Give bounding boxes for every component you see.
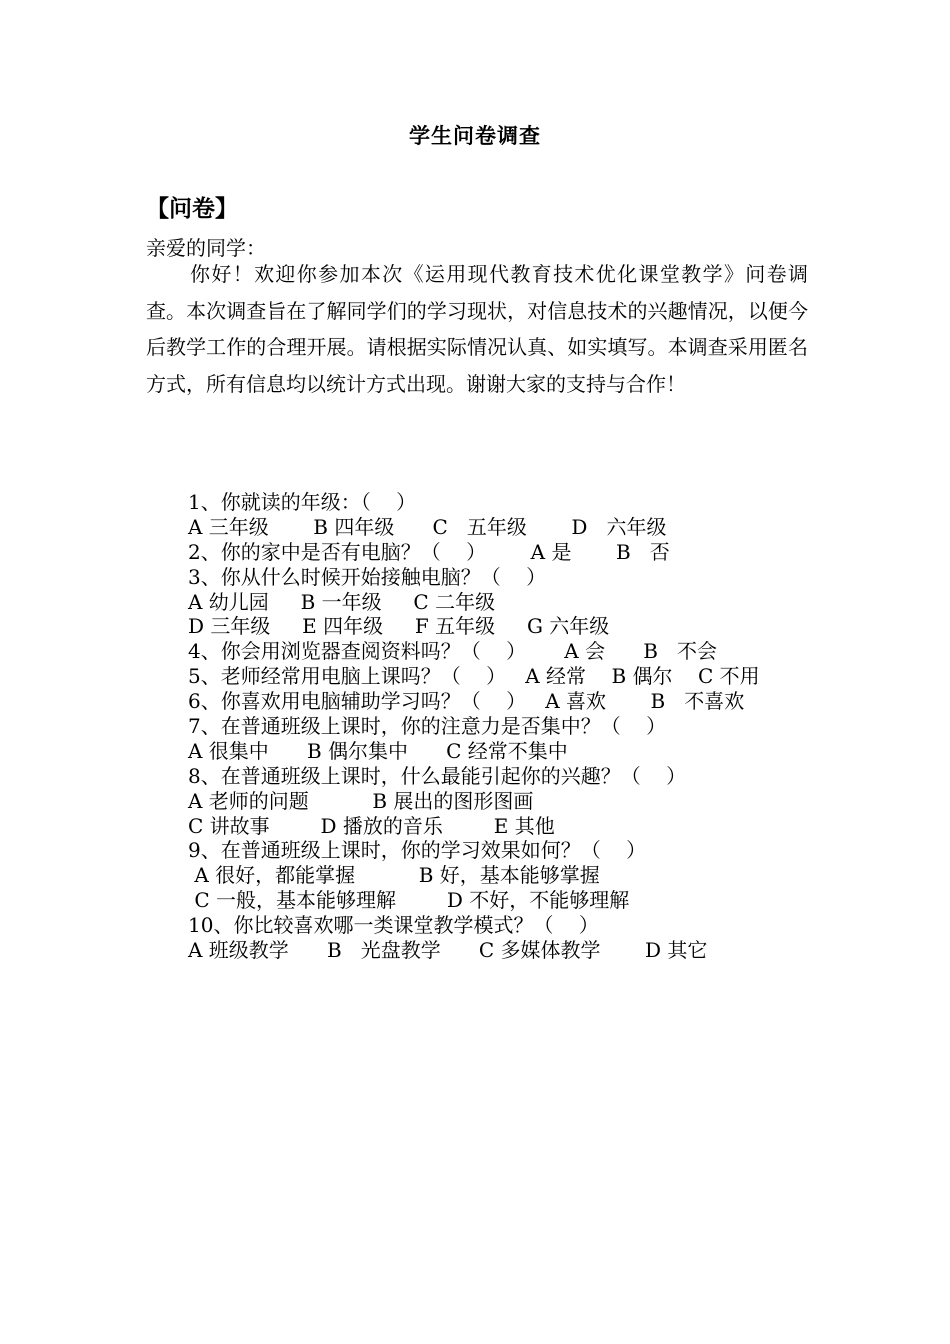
question-line: 8、在普通班级上课时，什么最能引起你的兴趣？（ ） xyxy=(188,763,687,788)
question-line: 2、你的家中是否有电脑？（ ） A 是 B 否 xyxy=(188,539,670,564)
option-line: A 班级教学 B 光盘教学 C 多媒体教学 D 其它 xyxy=(188,938,708,963)
option-line: A 幼儿园 B 一年级 C 二年级 xyxy=(188,589,496,614)
question-line: 5、老师经常用电脑上课吗？（ ） A 经常 B 偶尔 C 不用 xyxy=(188,664,760,689)
option-line: C 一般，基本能够理解 D 不好，不能够理解 xyxy=(188,888,630,913)
option-line: D 三年级 E 四年级 F 五年级 G 六年级 xyxy=(188,614,610,639)
option-line: A 三年级 B 四年级 C 五年级 D 六年级 xyxy=(188,514,667,539)
option-line: A 老师的问题 B 展出的图形图画 xyxy=(188,788,534,813)
question-line: 6、你喜欢用电脑辅助学习吗？（ ） A 喜欢 B 不喜欢 xyxy=(188,689,745,714)
question-list xyxy=(188,490,828,963)
question-line: 10、你比较喜欢哪一类课堂教学模式？（ ） xyxy=(188,913,599,938)
intro-paragraph: 你好！欢迎你参加本次《运用现代教育技术优化课堂教学》问卷调查。本次调查旨在了解同学们的学习现状，对信息技术的兴趣情况，以便今后教学工作的合理开展。请根据实际情况认真、如实填写。本调查采用匿名方式，所有信息均以统计方式出现。谢谢大家的支持与合作！ xyxy=(146,262,808,396)
question-line: 4、你会用浏览器查阅资料吗？（ ） A 会 B 不会 xyxy=(188,639,718,664)
option-line: A 很好，都能掌握 B 好，基本能够掌握 xyxy=(188,863,600,888)
option-line: C 讲故事 D 播放的音乐 E 其他 xyxy=(188,813,555,838)
section-heading: 【问卷】 xyxy=(146,196,238,222)
option-line: A 很集中 B 偶尔集中 C 经常不集中 xyxy=(188,738,568,763)
question-line: 7、在普通班级上课时，你的注意力是否集中？（ ） xyxy=(188,714,667,739)
question-line: 3、你从什么时候开始接触电脑？（ ） xyxy=(188,564,547,589)
question-line: 1、你就读的年级：（ ） xyxy=(188,490,417,514)
document-title: 学生问卷调查 xyxy=(409,124,541,148)
question-line: 9、在普通班级上课时，你的学习效果如何？（ ） xyxy=(188,838,647,863)
greeting: 亲爱的同学： xyxy=(146,236,266,260)
